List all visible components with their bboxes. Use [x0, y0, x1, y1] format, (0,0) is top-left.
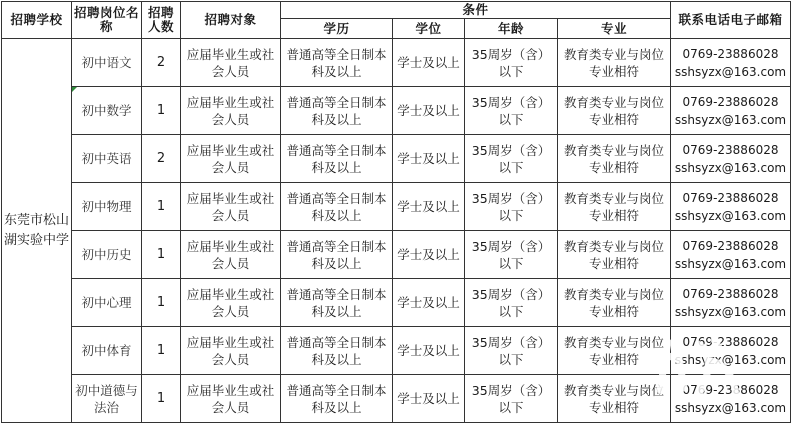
header-major: 专业 [558, 19, 671, 39]
position-cell: 初中历史 [72, 231, 142, 279]
email-text: sshsyzx@163.com [674, 256, 787, 271]
education-cell: 普通高等全日制本科及以上 [281, 183, 393, 231]
email-text: sshsyzx@163.com [674, 112, 787, 127]
major-cell: 教育类专业与岗位专业相符 [558, 327, 671, 375]
degree-cell: 学士及以上 [393, 327, 465, 375]
degree-cell: 学士及以上 [393, 279, 465, 327]
contact-cell [671, 135, 791, 183]
header-education: 学历 [281, 19, 393, 39]
age-cell: 35周岁（含）以下 [465, 39, 558, 87]
phone-text: 0769-23886028 [682, 286, 779, 301]
table-row [2, 375, 791, 423]
table-row [2, 231, 791, 279]
degree-cell: 学士及以上 [393, 231, 465, 279]
major-cell: 教育类专业与岗位专业相符 [558, 279, 671, 327]
header-age: 年龄 [465, 19, 558, 39]
education-cell: 普通高等全日制本科及以上 [281, 135, 393, 183]
age-cell: 35周岁（含）以下 [465, 327, 558, 375]
target-cell: 应届毕业生或社会人员 [181, 231, 281, 279]
count-cell: 1 [142, 279, 181, 327]
education-cell: 普通高等全日制本科及以上 [281, 231, 393, 279]
header-target: 招聘对象 [181, 2, 281, 39]
major-cell: 教育类专业与岗位专业相符 [558, 135, 671, 183]
target-cell: 应届毕业生或社会人员 [181, 375, 281, 423]
contact-cell [671, 279, 791, 327]
education-cell: 普通高等全日制本科及以上 [281, 375, 393, 423]
header-degree: 学位 [393, 19, 465, 39]
age-cell: 35周岁（含）以下 [465, 375, 558, 423]
email-text: sshsyzx@163.com [674, 64, 787, 79]
contact-cell [671, 183, 791, 231]
degree-cell: 学士及以上 [393, 39, 465, 87]
header-position: 招聘岗位名称 [72, 2, 142, 39]
contact-cell [671, 87, 791, 135]
contact-cell [671, 327, 791, 375]
count-cell: 2 [142, 39, 181, 87]
table-row [2, 183, 791, 231]
phone-text: 0769-23886028 [682, 46, 779, 61]
major-cell: 教育类专业与岗位专业相符 [558, 87, 671, 135]
position-cell: 初中道德与法治 [72, 375, 142, 423]
position-cell: 初中体育 [72, 327, 142, 375]
email-text: sshsyzx@163.com [674, 208, 787, 223]
school-name: 东莞市松山湖实验中学 [2, 39, 72, 423]
position-cell: 初中英语 [72, 135, 142, 183]
degree-cell: 学士及以上 [393, 375, 465, 423]
major-cell: 教育类专业与岗位专业相符 [558, 39, 671, 87]
header-conditions: 条件 [281, 2, 671, 19]
header-school: 招聘学校 [2, 2, 72, 39]
header-count: 招聘人数 [142, 2, 181, 39]
table-row [2, 327, 791, 375]
major-cell: 教育类专业与岗位专业相符 [558, 375, 671, 423]
contact-cell [671, 39, 791, 87]
position-cell: 初中数学 [72, 87, 142, 135]
contact-cell [671, 231, 791, 279]
position-cell: 初中语文 [72, 39, 142, 87]
count-cell: 1 [142, 327, 181, 375]
education-cell: 普通高等全日制本科及以上 [281, 279, 393, 327]
table-row [2, 87, 791, 135]
degree-cell: 学士及以上 [393, 135, 465, 183]
target-cell: 应届毕业生或社会人员 [181, 183, 281, 231]
major-cell: 教育类专业与岗位专业相符 [558, 183, 671, 231]
phone-text: 0769-23886028 [682, 94, 779, 109]
position-cell: 初中物理 [72, 183, 142, 231]
degree-cell: 学士及以上 [393, 183, 465, 231]
phone-text: 0769-23886028 [682, 190, 779, 205]
count-cell: 1 [142, 183, 181, 231]
age-cell: 35周岁（含）以下 [465, 183, 558, 231]
age-cell: 35周岁（含）以下 [465, 279, 558, 327]
table-body [2, 39, 791, 423]
target-cell: 应届毕业生或社会人员 [181, 327, 281, 375]
phone-text: 0769-23886028 [682, 334, 779, 349]
count-cell: 1 [142, 231, 181, 279]
phone-text: 0769-23886028 [682, 382, 779, 397]
position-cell: 初中心理 [72, 279, 142, 327]
count-cell: 1 [142, 375, 181, 423]
email-text: sshsyzx@163.com [674, 400, 787, 415]
table-row [2, 279, 791, 327]
phone-text: 0769-23886028 [682, 142, 779, 157]
target-cell: 应届毕业生或社会人员 [181, 87, 281, 135]
phone-text: 0769-23886028 [682, 238, 779, 253]
age-cell: 35周岁（含）以下 [465, 231, 558, 279]
contact-cell [671, 375, 791, 423]
age-cell: 35周岁（含）以下 [465, 87, 558, 135]
age-cell: 35周岁（含）以下 [465, 135, 558, 183]
email-text: sshsyzx@163.com [674, 160, 787, 175]
education-cell: 普通高等全日制本科及以上 [281, 87, 393, 135]
count-cell: 1 [142, 87, 181, 135]
target-cell: 应届毕业生或社会人员 [181, 135, 281, 183]
major-cell: 教育类专业与岗位专业相符 [558, 231, 671, 279]
education-cell: 普通高等全日制本科及以上 [281, 327, 393, 375]
email-text: sshsyzx@163.com [674, 352, 787, 367]
target-cell: 应届毕业生或社会人员 [181, 279, 281, 327]
target-cell: 应届毕业生或社会人员 [181, 39, 281, 87]
education-cell: 普通高等全日制本科及以上 [281, 39, 393, 87]
recruitment-table [1, 1, 791, 423]
degree-cell: 学士及以上 [393, 87, 465, 135]
header-contact: 联系电话电子邮箱 [671, 2, 791, 39]
table-row [2, 135, 791, 183]
table-row [2, 39, 791, 87]
count-cell: 2 [142, 135, 181, 183]
email-text: sshsyzx@163.com [674, 304, 787, 319]
